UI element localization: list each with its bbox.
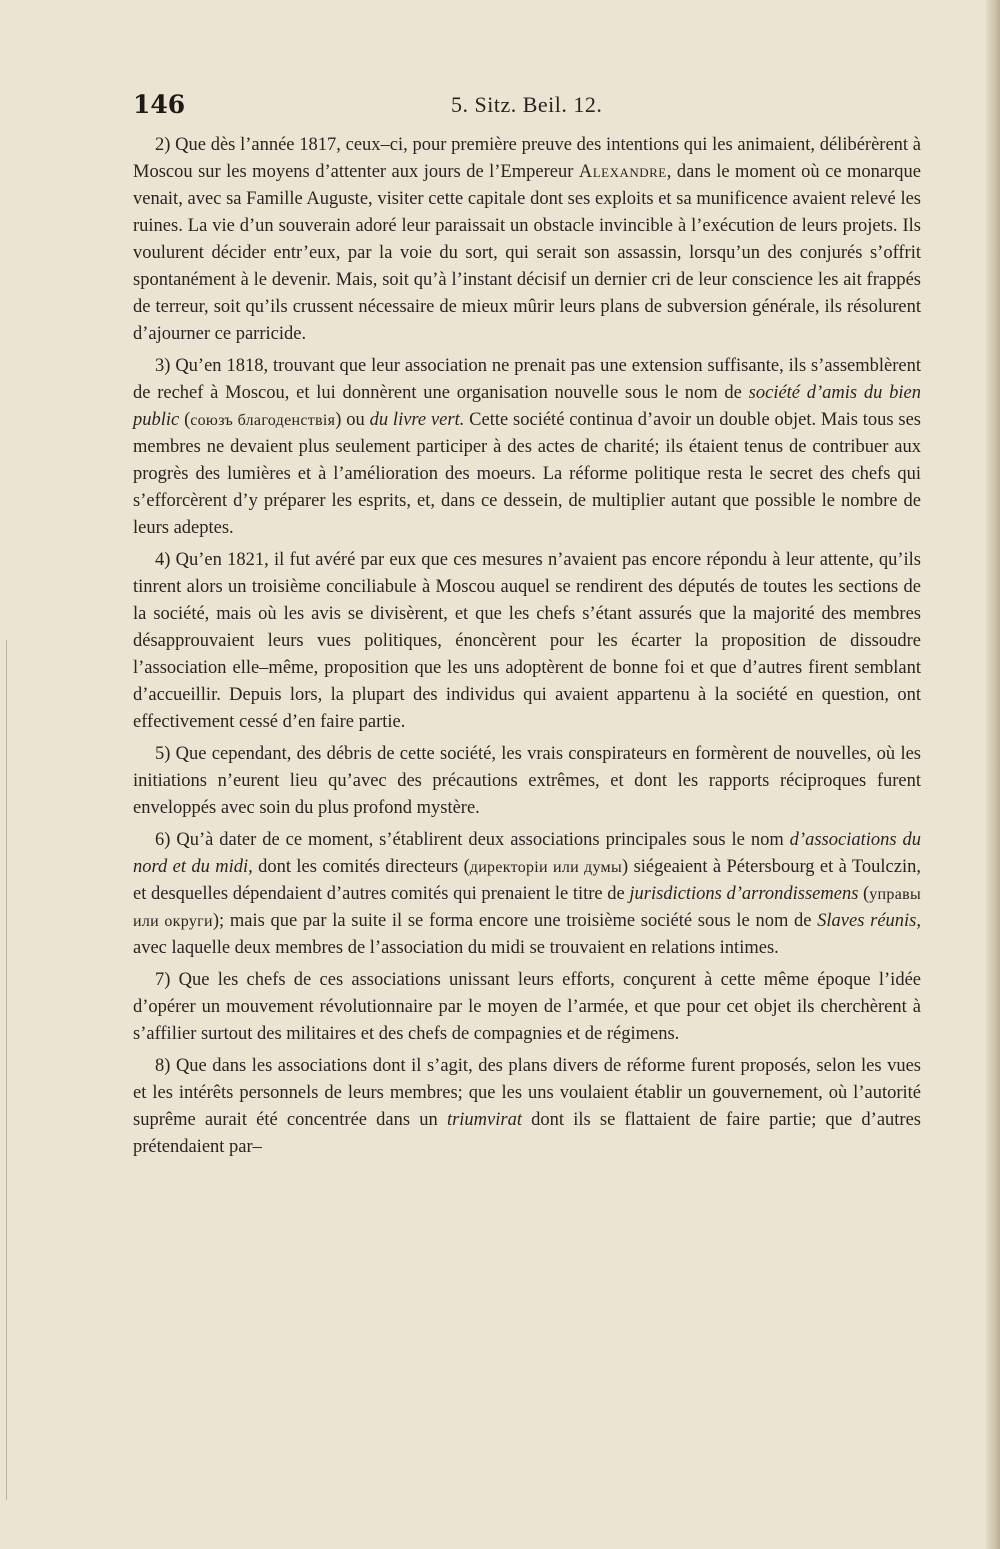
text-run: dont ils se flattaient de faire partie; que d’autres prétendaient par–: [133, 1110, 921, 1157]
text-smallcaps: Alexandre: [578, 162, 667, 182]
text-run: 5) Que cependant, des débris de cette société, les vrais conspirateurs en formèrent de nouvelles, où les initiations n’eurent lieu qu’avec des précautions extrêmes, et dont les rapports réciproques furent enveloppés avec soin du plus profond mystère.: [133, 744, 921, 818]
text-run: 4) Qu’en 1821, il fut avéré par eux que ces mesures n’avaient pas encore répondu à leur attente, qu’ils tinrent alors un troisième conciliabule à Moscou auquel se rendirent des députés de toutes les sections de la société, mais où les avis se divisèrent, et que les chefs s’étant assurés que la majorité des membres désapprouvaient leurs vues politiques, énoncèrent pour les écarter la proposition de dissoudre l’association elle–même, proposition que les uns adoptèrent de bonne foi et que d’autres firent semblant d’accueillir. Depuis lors, la plupart des individus qui avaient appartenu à la société en question, ont effectivement cessé d’en faire partie.: [133, 550, 921, 732]
text-cyr: управы или округи: [133, 886, 922, 930]
text-run: dont les comités directeurs (: [252, 857, 470, 877]
text-run: Cette société continua d’avoir un double objet. Mais tous ses membres ne devaient plus seulement participer à des actes de charité; ils étaient tenus de contribuer aux progrès des lumières et à l’amélioration des moeurs. La réforme politique resta le secret des chefs qui s’efforcèrent d’y préparer les esprits, et, dans ce dessein, de multiplier autant que possible le nombre de leurs adeptes.: [133, 410, 921, 538]
text-ital: Slaves réunis,: [817, 911, 922, 931]
text-run: ) siégeaient à Pétersbourg et à Toulczin, et desquelles dépendaient d’autres comités qui prenaient le titre de: [133, 857, 921, 904]
text-cyr: директоріи или думы: [469, 859, 623, 876]
text-run: avec laquelle deux membres de l’association du midi se trouvaient en relations intimes.: [133, 938, 779, 958]
paragraph-p2: [133, 132, 921, 348]
text-ital: société d’amis du bien public: [133, 383, 921, 430]
page-edge-shadow: [986, 0, 1000, 1549]
text-run: ); mais que par la suite il se forma encore une troisième société sous le nom de: [212, 911, 818, 931]
page-number: 146: [133, 90, 186, 119]
text-ital: triumvirat: [446, 1110, 522, 1130]
paragraph-p7: [133, 967, 921, 1048]
text-run: ) ou: [335, 410, 370, 430]
text-run: (: [179, 410, 191, 430]
paragraph-p4: [133, 547, 921, 736]
text-cyr: союзъ благоденствія: [190, 412, 336, 429]
paragraph-p6: [133, 827, 921, 962]
text-run: 2) Que dès l’année 1817, ceux–ci, pour première preuve des intentions qui les animaient, délibérèrent à Moscou sur les moyens d’attenter aux jours de l’Empereur: [133, 135, 921, 182]
text-run: 3) Qu’en 1818, trouvant que leur association ne prenait pas une extension suffisante, ils s’assemblèrent de rechef à Moscou, et lui donnèrent une organisation nouvelle sous le nom de: [133, 356, 921, 403]
text-run: 8) Que dans les associations dont il s’agit, des plans divers de réforme furent proposés, selon les vues et les intérêts personnels de leurs membres; que les uns voulaient établir un gouvernement, où l’autorité suprême aurait été concentrée dans un: [133, 1056, 921, 1130]
text-ital: jurisdictions d’arrondissemens: [629, 884, 859, 904]
text-run: , dans le moment où ce monarque venait, avec sa Famille Auguste, visiter cette capitale dont ses exploits et sa munificence avaient relevé les ruines. La vie d’un souverain adoré leur paraissait un obstacle invincible à l’exécution de leurs projets. Ils voulurent décider entr’eux, par la voie du sort, qui serait son assassin, lorsqu’un des conjurés s’offrit spontanément à le devenir. Mais, soit qu’à l’instant décisif un dernier cri de leur conscience les ait frappés de terreur, soit qu’ils crussent nécessaire de mieux mûrir leurs plans de subversion générale, ils résolurent d’ajourner ce parricide.: [133, 162, 921, 344]
text-ital: d’associations du nord et du midi,: [133, 830, 922, 877]
running-head: 5. Sitz. Beil. 12.: [451, 92, 603, 117]
text-run: 6) Qu’à dater de ce moment, s’établirent deux associations principales sous le nom: [155, 830, 790, 850]
paragraph-p8: [133, 1053, 921, 1161]
page-header: [133, 90, 921, 130]
body-text: [133, 132, 921, 1166]
page-fold-line: [6, 640, 7, 1500]
paragraph-p5: [133, 741, 921, 822]
text-run: 7) Que les chefs de ces associations unissant leurs efforts, conçurent à cette même époque l’idée d’opérer un mouvement révolutionnaire par le moyen de l’armée, et que pour cet objet ils cherchèrent à s’affilier surtout des militaires et des chefs de compagnies et de régimens.: [133, 970, 921, 1044]
text-ital: du livre vert.: [369, 410, 465, 430]
paragraph-p3: [133, 353, 921, 542]
text-run: (: [858, 884, 870, 904]
